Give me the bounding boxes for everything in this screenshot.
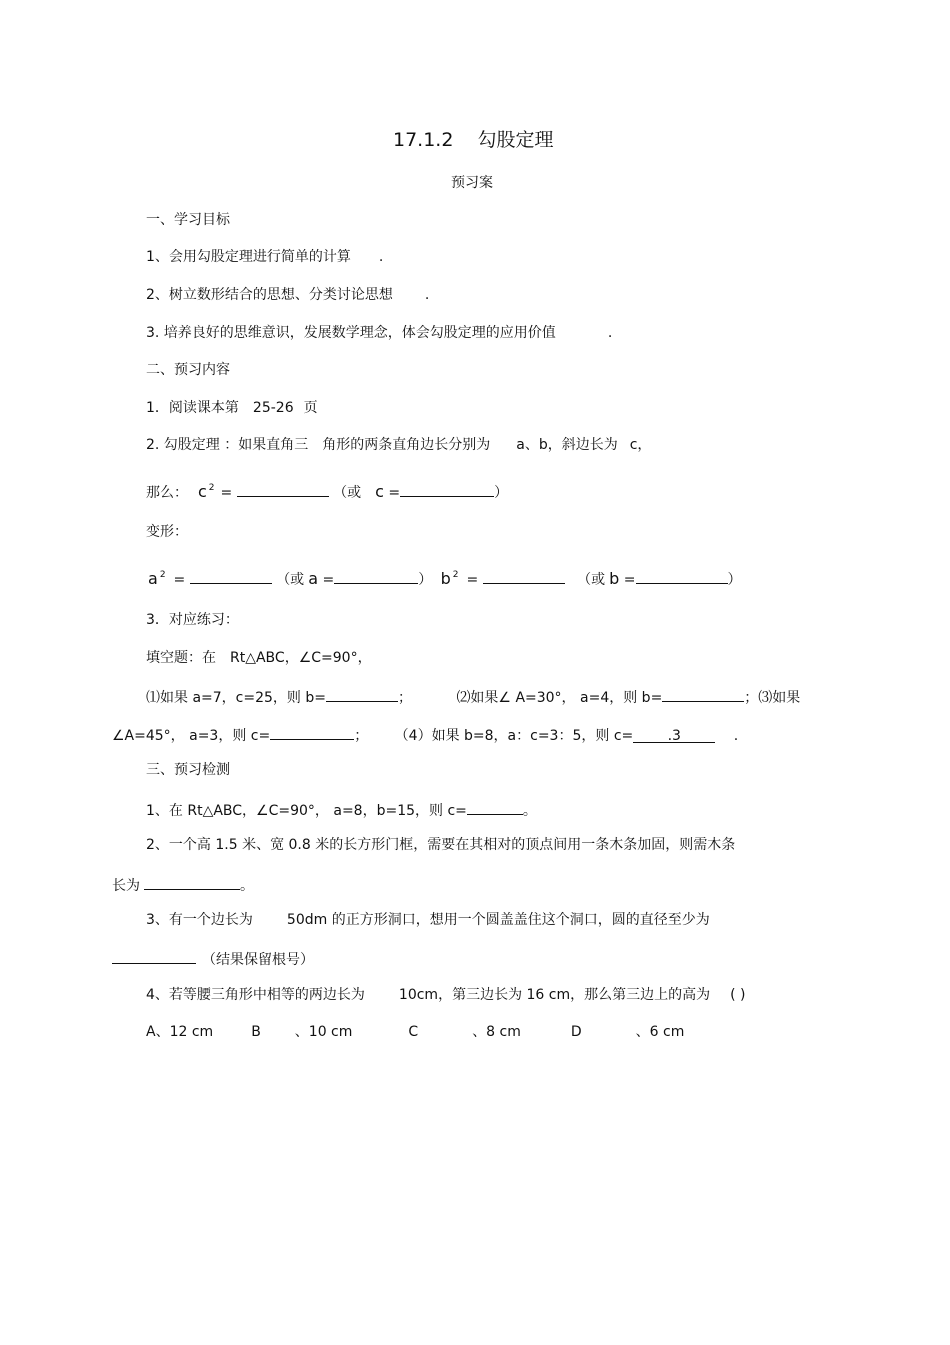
- answer-blank[interactable]: [400, 481, 494, 497]
- answer-blank[interactable]: [334, 568, 418, 584]
- subtitle: 预习案: [451, 175, 493, 191]
- option-c[interactable]: C: [408, 1024, 419, 1040]
- answer-blank[interactable]: [237, 481, 329, 497]
- formula-line: 那么： c $^2$ = （或 c = ）: [146, 482, 509, 501]
- practice-label: 3．对应练习：: [146, 612, 239, 628]
- section-2-heading: 二、预习内容: [146, 362, 230, 378]
- option-d[interactable]: D: [570, 1024, 582, 1040]
- answer-blank[interactable]: [270, 724, 354, 740]
- check-question-2: 2、一个高 1.5 米、宽 0.8 米的长方形门框，需要在其相对的顶点间用一条木条加固，则需木条: [146, 837, 736, 853]
- check-question-4: 4、若等腰三角形中相等的两边长为 10cm，第三边长为 16 cm，那么第三边上的高为 ( ): [146, 987, 746, 1003]
- goal-2: 2、树立数形结合的思想、分类讨论思想 .: [146, 287, 430, 303]
- goal-3: 3. 培养良好的思维意识，发展数学理念，体会勾股定理的应用价值 .: [146, 325, 613, 341]
- section-3-heading: 三、预习检测: [146, 762, 230, 778]
- check-question-2-cont: 长为 。: [112, 874, 254, 895]
- page-title: [393, 128, 554, 152]
- transform-formula-line: a $^2$ = （或 a = ） b $^2$ = （或 b = ）: [148, 569, 742, 588]
- check-question-3: 3、有一个边长为 50dm 的正方形洞口，想用一个圆盖盖住这个洞口，圆的直径至少为: [146, 912, 710, 928]
- title-number: 17.1.2: [393, 129, 454, 151]
- goal-1: 1、会用勾股定理进行简单的计算 .: [146, 249, 384, 265]
- practice-line-2: ∠A=45°， a=3，则 c= ； （4）如果 b=8，a：c=3：5，则 c= .3 .: [112, 724, 738, 745]
- answer-blank[interactable]: [326, 686, 398, 702]
- check-question-3-cont: （结果保留根号）: [112, 948, 314, 969]
- answer-blank[interactable]: [483, 568, 565, 584]
- answer-blank[interactable]: [467, 799, 523, 815]
- answer-blank[interactable]: [662, 686, 744, 702]
- answer-blank[interactable]: .3: [633, 727, 715, 743]
- answer-blank[interactable]: [636, 568, 728, 584]
- answer-blank[interactable]: [144, 874, 240, 890]
- check-question-1: 1、在 Rt△ABC，∠C=90°， a=8，b=15，则 c= 。: [146, 799, 537, 820]
- option-b[interactable]: B: [251, 1024, 261, 1040]
- option-a[interactable]: A、12 cm: [146, 1024, 214, 1040]
- practice-line-1: ⑴如果 a=7，c=25，则 b= ； ⑵如果∠ A=30°， a=4，则 b= ；⑶如果: [146, 686, 800, 707]
- reading-line: 1．阅读课本第 25-26 页: [146, 400, 318, 416]
- answer-blank[interactable]: [190, 568, 272, 584]
- answer-options: A、12 cm B 、10 cm C 、8 cm D 、6 cm: [146, 1024, 685, 1040]
- title-text: 勾股定理: [477, 129, 554, 151]
- theorem-line: 2. 勾股定理 ：如果直角三 角形的两条直角边长分别为 a、b，斜边长为 c，: [146, 437, 652, 453]
- fill-in-intro: 填空题：在 Rt△ABC，∠C=90°，: [146, 650, 372, 666]
- section-1-heading: 一、学习目标: [146, 212, 230, 228]
- answer-blank[interactable]: [112, 948, 196, 964]
- transform-label: 变形：: [146, 524, 188, 540]
